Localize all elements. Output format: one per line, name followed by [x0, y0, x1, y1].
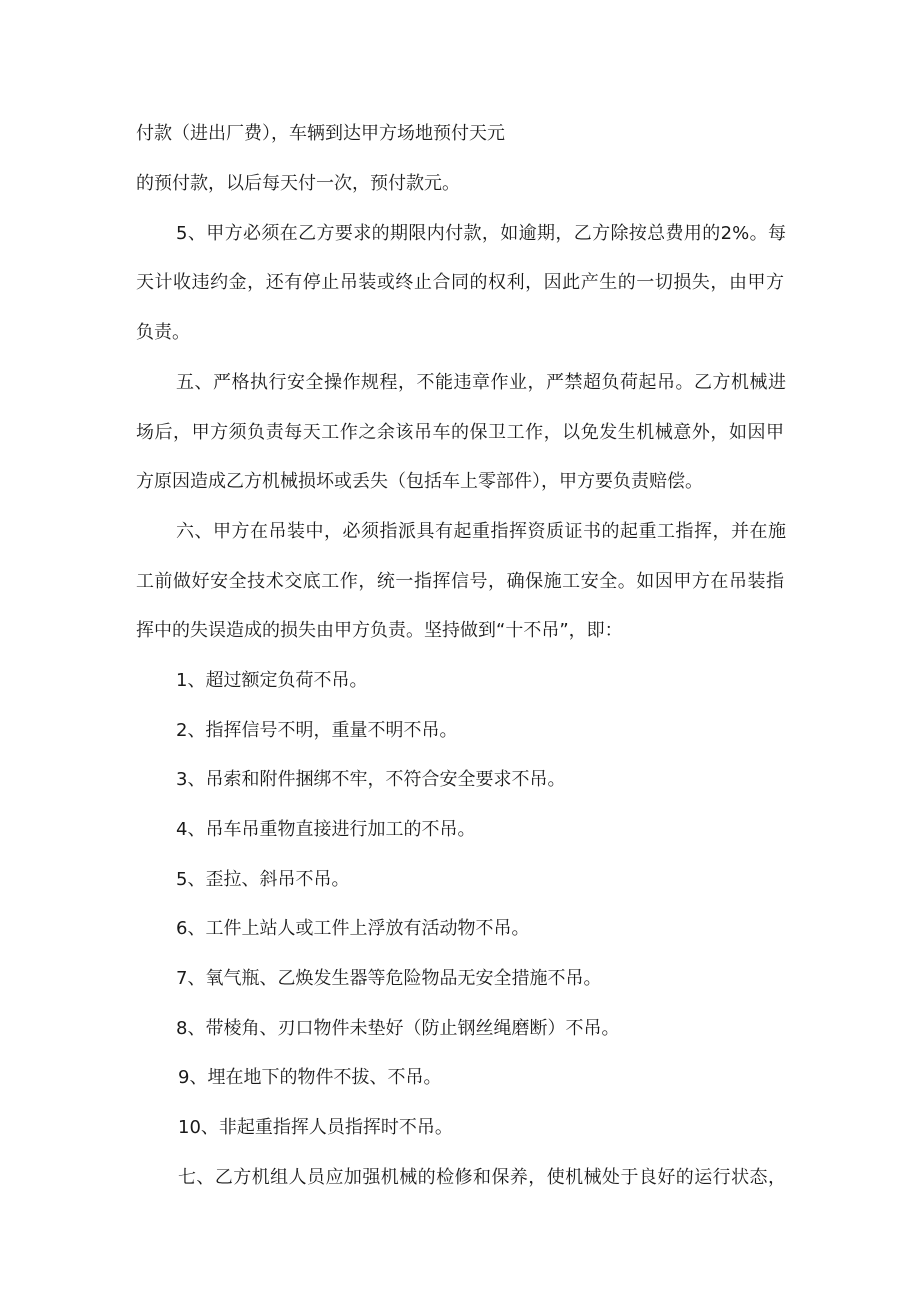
- text-line: 场后，甲方须负责每天工作之余该吊车的保卫工作，以免发生机械意外，如因甲: [136, 422, 784, 443]
- list-item: 4、吊车吊重物直接进行加工的不吊。: [176, 819, 476, 840]
- list-item: 7、氧气瓶、乙焕发生器等危险物品无安全措施不吊。: [176, 968, 602, 989]
- list-item: 5、歪拉、斜吊不吊。: [176, 869, 350, 890]
- list-item: 2、指挥信号不明，重量不明不吊。: [176, 720, 458, 741]
- section-six-heading-line: 六、甲方在吊装中，必须指派具有起重指挥资质证书的起重工指挥，并在施: [176, 521, 786, 542]
- section-seven-heading-line: 七、乙方机组人员应加强机械的检修和保养，使机械处于良好的运行状态，: [178, 1167, 786, 1188]
- text-line: 的预付款，以后每天付一次，预付款元。: [136, 173, 460, 194]
- text-line: 天计收违约金，还有停止吊装或终止合同的权利，因此产生的一切损失，由甲方: [136, 272, 784, 293]
- list-item: 3、吊索和附件捆绑不牢，不符合安全要求不吊。: [176, 769, 566, 790]
- text-line: 付款（进出厂费），车辆到达甲方场地预付天元: [136, 123, 505, 144]
- text-line: 方原因造成乙方机械损坏或丢失（包括车上零部件），甲方要负责赔偿。: [136, 471, 703, 492]
- text-line: 负责。: [136, 322, 190, 343]
- text-line: 挥中的失误造成的损失由甲方负责。坚持做到“十不吊”，即：: [136, 620, 623, 641]
- clause-5-payment: 5、甲方必须在乙方要求的期限内付款，如逾期，乙方除按总费用的2%。每: [176, 223, 786, 244]
- list-item: 1、超过额定负荷不吊。: [176, 670, 368, 691]
- text-line: 工前做好安全技术交底工作，统一指挥信号，确保施工安全。如因甲方在吊装指: [136, 571, 784, 592]
- list-item: 8、带棱角、刃口物件未垫好（防止钢丝绳磨断）不吊。: [176, 1018, 620, 1039]
- list-item: 6、工件上站人或工件上浮放有活动物不吊。: [176, 918, 530, 939]
- list-item: 10、非起重指挥人员指挥时不吊。: [178, 1117, 453, 1138]
- section-five-heading-line: 五、严格执行安全操作规程，不能违章作业，严禁超负荷起吊。乙方机械进: [176, 372, 786, 393]
- list-item: 9、埋在地下的物件不拔、不吊。: [178, 1067, 442, 1088]
